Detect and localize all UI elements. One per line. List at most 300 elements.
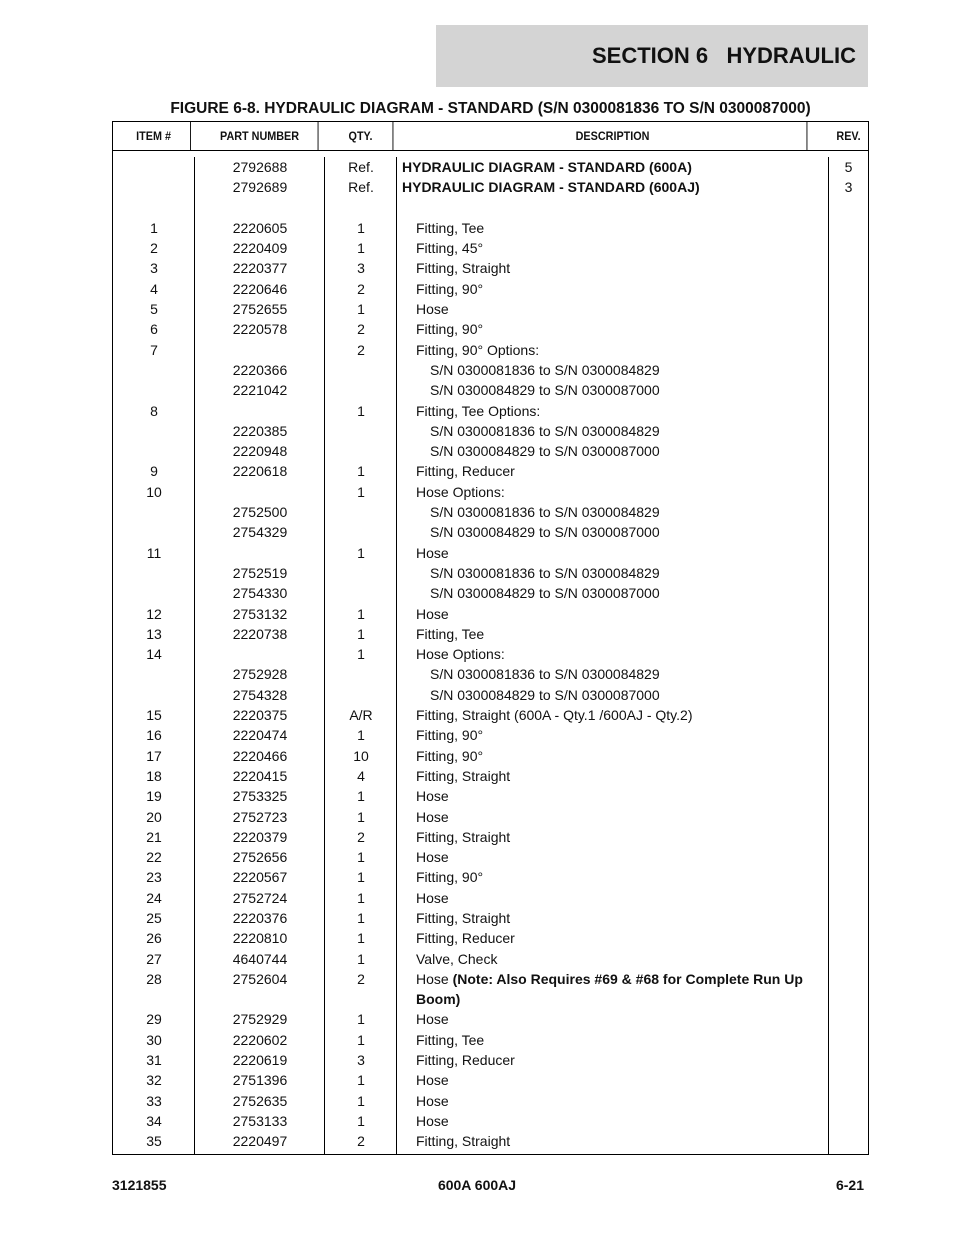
qty-cell: 1	[357, 646, 365, 663]
part-number-cell: 2751396	[232, 1072, 288, 1089]
item-number-cell	[113, 177, 195, 197]
item-number-cell: 4	[150, 280, 158, 297]
table-row	[113, 299, 868, 319]
table-row	[113, 746, 868, 766]
table-row	[113, 766, 868, 786]
rev-cell	[829, 1111, 868, 1131]
part-number-cell: 2752928	[232, 666, 288, 683]
figure-title: FIGURE 6-8. HYDRAULIC DIAGRAM - STANDARD (S/N 0300081836 TO S/N 0300087000)	[170, 100, 811, 117]
item-number-cell	[113, 522, 195, 542]
qty-cell: 10	[353, 747, 369, 764]
part-number-cell: 2752724	[232, 889, 288, 906]
qty-cell: 1	[357, 625, 365, 642]
table-row	[113, 908, 868, 928]
part-number-cell: 2220415	[232, 767, 288, 784]
table-row	[113, 1070, 868, 1090]
part-number-cell: 2220474	[232, 727, 288, 744]
rev-cell	[829, 664, 868, 684]
item-number-cell: 14	[146, 646, 162, 663]
description-cell: Fitting, Tee Options:	[416, 402, 541, 419]
qty-cell: 1	[357, 788, 365, 805]
table-body	[113, 157, 868, 1154]
item-number-cell: 11	[146, 544, 162, 561]
part-number-cell: 2752604	[232, 970, 288, 987]
part-number-cell: 2220619	[232, 1052, 288, 1069]
rev-cell	[829, 218, 868, 238]
item-number-cell: 5	[150, 301, 158, 318]
description-cell: Hose	[416, 1072, 449, 1089]
item-number-cell: 8	[150, 402, 158, 419]
rev-cell	[829, 644, 868, 664]
item-number-cell	[113, 563, 195, 583]
table-row	[113, 725, 868, 745]
table-row	[113, 705, 868, 725]
item-number-cell: 10	[146, 483, 162, 500]
rev-cell	[829, 867, 868, 887]
rev-cell	[829, 827, 868, 847]
rev-cell	[829, 928, 868, 948]
part-number-cell: 2220409	[232, 240, 288, 257]
qty-cell	[325, 421, 397, 441]
table-row	[113, 258, 868, 278]
table-row	[113, 664, 868, 684]
qty-cell: 3	[357, 260, 365, 277]
description-cell: Fitting, Reducer	[416, 930, 515, 947]
qty-cell: 1	[357, 219, 365, 236]
qty-cell: 1	[357, 849, 365, 866]
item-number-cell: 3	[150, 260, 158, 277]
item-number-cell: 18	[146, 767, 162, 784]
item-number-cell: 25	[146, 909, 162, 926]
rev-cell	[829, 705, 868, 725]
part-number-cell	[195, 401, 325, 421]
item-number-cell: 35	[146, 1133, 162, 1150]
description-cell: Fitting, 90°	[416, 280, 484, 297]
rev-cell	[829, 1131, 868, 1151]
item-number-cell	[113, 583, 195, 603]
item-number-cell: 30	[146, 1031, 162, 1048]
description-cell	[397, 969, 829, 1010]
item-number-cell: 26	[146, 930, 162, 947]
part-number-cell: 2220466	[232, 747, 288, 764]
description-cell: S/N 0300084829 to S/N 0300087000	[430, 524, 660, 541]
table-row	[113, 380, 868, 400]
item-number-cell: 34	[146, 1112, 162, 1129]
rev-cell	[829, 1009, 868, 1029]
description-cell: Hose	[416, 889, 449, 906]
part-number-cell: 2220385	[232, 422, 288, 439]
qty-cell: 1	[357, 808, 365, 825]
qty-cell	[325, 685, 397, 705]
qty-cell: Ref.	[348, 159, 374, 175]
rev-cell	[829, 847, 868, 867]
column-header-qty: QTY.	[329, 122, 394, 150]
rev-cell	[829, 421, 868, 441]
item-number-cell	[113, 664, 195, 684]
qty-cell	[325, 441, 397, 461]
description-cell: Hose	[416, 1112, 449, 1129]
qty-cell: 2	[357, 280, 365, 297]
rev-cell	[829, 198, 868, 218]
table-row	[113, 482, 868, 502]
rev-cell	[829, 1091, 868, 1111]
qty-cell: 1	[357, 463, 365, 480]
qty-cell	[325, 664, 397, 684]
table-row	[113, 279, 868, 299]
description-cell: Fitting, 90°	[416, 727, 484, 744]
description-cell: HYDRAULIC DIAGRAM - STANDARD (600A)	[402, 159, 692, 175]
part-number-cell: 2220646	[232, 280, 288, 297]
qty-cell	[325, 502, 397, 522]
table-row	[113, 1009, 868, 1029]
part-number-cell: 4640744	[232, 950, 288, 967]
item-number-cell: 22	[146, 849, 162, 866]
table-row	[113, 685, 868, 705]
part-number-cell: 2220738	[232, 625, 288, 642]
qty-cell: 1	[357, 930, 365, 947]
rev-cell	[829, 624, 868, 644]
part-number-cell: 2220375	[232, 707, 288, 724]
rev-cell	[829, 1070, 868, 1090]
table-row	[113, 583, 868, 603]
qty-cell	[325, 583, 397, 603]
rev-cell	[829, 238, 868, 258]
rev-cell	[829, 502, 868, 522]
rev-cell	[829, 482, 868, 502]
qty-cell: 1	[357, 1092, 365, 1109]
qty-cell: Ref.	[348, 179, 374, 196]
table-row	[113, 401, 868, 421]
qty-cell: 4	[357, 767, 365, 784]
footer-doc-number: 3121855	[112, 1177, 167, 1193]
table-row	[113, 441, 868, 461]
qty-cell: 2	[357, 321, 365, 338]
qty-cell: 1	[357, 950, 365, 967]
description-cell: Hose Options:	[416, 483, 505, 500]
table-header	[113, 122, 868, 151]
part-number-cell: 2752500	[232, 504, 288, 521]
table-row	[113, 644, 868, 664]
table-row	[113, 157, 868, 177]
part-number-cell: 2752635	[232, 1092, 288, 1109]
rev-cell	[829, 360, 868, 380]
description-text: Hose	[416, 970, 453, 987]
qty-cell: 1	[357, 1031, 365, 1048]
part-number-cell: 2752519	[232, 564, 288, 581]
description-cell: S/N 0300081836 to S/N 0300084829	[430, 504, 660, 521]
part-number-cell: 2220810	[232, 930, 288, 947]
table-row	[113, 360, 868, 380]
rev-cell	[829, 908, 868, 928]
rev-cell	[829, 319, 868, 339]
description-cell: Valve, Check	[416, 950, 498, 967]
table-row	[113, 624, 868, 644]
table-row	[113, 563, 868, 583]
item-number-cell: 6	[150, 321, 158, 338]
item-number-cell	[113, 502, 195, 522]
description-cell: Fitting, 90° Options:	[416, 341, 540, 358]
qty-cell: 1	[357, 727, 365, 744]
part-number-cell: 2220605	[232, 219, 288, 236]
qty-cell	[325, 563, 397, 583]
table-row	[113, 421, 868, 441]
item-number-cell: 12	[146, 605, 162, 622]
table-row	[113, 218, 868, 238]
description-cell: Fitting, 45°	[416, 240, 484, 257]
description-cell: Fitting, Reducer	[416, 1052, 515, 1069]
part-number-cell: 2752655	[232, 301, 288, 318]
qty-cell	[325, 380, 397, 400]
description-cell: S/N 0300084829 to S/N 0300087000	[430, 686, 660, 703]
item-number-cell	[113, 685, 195, 705]
description-cell: Fitting, Straight (600A - Qty.1 /600AJ - Qty.2)	[416, 707, 693, 724]
part-number-cell: 2792688	[232, 159, 288, 175]
description-cell: S/N 0300084829 to S/N 0300087000	[430, 443, 660, 460]
part-number-cell: 2220578	[232, 321, 288, 338]
description-cell: Hose	[416, 301, 449, 318]
table-row	[113, 1050, 868, 1070]
item-number-cell: 17	[146, 747, 162, 764]
qty-cell	[325, 360, 397, 380]
rev-cell	[829, 888, 868, 908]
rev-cell	[829, 786, 868, 806]
part-number-cell: 2792689	[232, 179, 288, 196]
part-number-cell: 2220376	[232, 909, 288, 926]
description-cell: Fitting, Straight	[416, 767, 511, 784]
table-row	[113, 807, 868, 827]
rev-cell	[829, 441, 868, 461]
item-number-cell: 28	[146, 970, 162, 987]
table-row	[113, 502, 868, 522]
item-number-cell: 15	[146, 707, 162, 724]
section-title: SECTION 6 HYDRAULIC	[591, 43, 856, 68]
description-cell: Hose	[416, 1092, 449, 1109]
rev-cell	[829, 685, 868, 705]
part-number-cell: 2752723	[232, 808, 288, 825]
rev-cell	[829, 522, 868, 542]
footer-page-number: 6-21	[835, 1177, 864, 1193]
part-number-cell: 2754330	[232, 585, 288, 602]
qty-cell: 2	[357, 970, 365, 987]
rev-cell	[829, 543, 868, 563]
description-cell: Fitting, Straight	[416, 909, 511, 926]
part-number-cell	[195, 340, 325, 360]
table-row	[113, 949, 868, 969]
qty-cell: 2	[357, 341, 365, 358]
description-cell: S/N 0300081836 to S/N 0300084829	[430, 666, 660, 683]
part-number-cell: 2220567	[232, 869, 288, 886]
description-cell: S/N 0300081836 to S/N 0300084829	[430, 564, 660, 581]
rev-cell	[829, 299, 868, 319]
table-row	[113, 867, 868, 887]
qty-cell: 1	[357, 402, 365, 419]
item-number-cell: 33	[146, 1092, 162, 1109]
description-cell: Hose	[416, 605, 449, 622]
table-row	[113, 888, 868, 908]
part-number-cell	[195, 543, 325, 563]
part-number-cell	[195, 198, 325, 218]
item-number-cell	[113, 421, 195, 441]
item-number-cell	[113, 360, 195, 380]
item-number-cell: 29	[146, 1011, 162, 1028]
item-number-cell: 9	[150, 463, 158, 480]
part-number-cell: 2753325	[232, 788, 288, 805]
rev-cell	[829, 583, 868, 603]
description-cell: Hose	[416, 808, 449, 825]
qty-cell: 3	[357, 1052, 365, 1069]
qty-cell: 1	[357, 240, 365, 257]
table-row	[113, 827, 868, 847]
part-number-cell: 2752656	[232, 849, 288, 866]
table-row	[113, 1131, 868, 1151]
description-cell: Fitting, Straight	[416, 828, 511, 845]
item-number-cell: 24	[146, 889, 162, 906]
description-cell: HYDRAULIC DIAGRAM - STANDARD (600AJ)	[402, 179, 700, 196]
item-number-cell: 13	[146, 625, 162, 642]
qty-cell: 1	[357, 1072, 365, 1089]
table-row	[113, 340, 868, 360]
qty-cell: 1	[357, 605, 365, 622]
rev-cell	[829, 258, 868, 278]
section-header	[436, 25, 868, 87]
qty-cell: 1	[357, 544, 365, 561]
qty-cell: 2	[357, 828, 365, 845]
item-number-cell: 20	[146, 808, 162, 825]
description-note: (Note: Also Requires #69 & #68 for Complete Run Up Boom)	[416, 970, 803, 1008]
description-cell: Fitting, Tee	[416, 219, 485, 236]
table-row	[113, 198, 868, 218]
item-number-cell: 2	[150, 240, 158, 257]
table-row	[113, 969, 868, 1010]
description-cell: Hose	[416, 788, 449, 805]
description-cell: S/N 0300084829 to S/N 0300087000	[430, 585, 660, 602]
qty-cell: 1	[357, 869, 365, 886]
table-row	[113, 786, 868, 806]
rev-cell	[829, 604, 868, 624]
item-number-cell: 27	[146, 950, 162, 967]
rev-cell	[829, 746, 868, 766]
part-number-cell: 2220948	[232, 443, 288, 460]
description-cell: Hose	[416, 544, 449, 561]
item-number-cell: 21	[146, 828, 162, 845]
part-number-cell	[195, 482, 325, 502]
footer-model: 600A 600AJ	[437, 1177, 517, 1193]
part-number-cell: 2220379	[232, 828, 288, 845]
table-row	[113, 604, 868, 624]
qty-cell: A/R	[349, 707, 373, 724]
table-row	[113, 928, 868, 948]
rev-cell	[829, 766, 868, 786]
item-number-cell	[113, 441, 195, 461]
column-header-rev: REV.	[836, 129, 861, 143]
qty-cell: 1	[357, 889, 365, 906]
item-number-cell: 7	[150, 341, 158, 358]
qty-cell: 1	[357, 909, 365, 926]
description-cell: S/N 0300081836 to S/N 0300084829	[430, 422, 660, 439]
item-number-cell	[113, 157, 195, 177]
table-row	[113, 522, 868, 542]
part-number-cell: 2220366	[232, 361, 288, 378]
item-number-cell: 23	[146, 869, 162, 886]
description-cell: Fitting, Tee	[416, 625, 485, 642]
rev-cell	[829, 401, 868, 421]
rev-cell	[829, 279, 868, 299]
description-cell: S/N 0300081836 to S/N 0300084829	[430, 361, 660, 378]
part-number-cell	[195, 644, 325, 664]
rev-cell	[829, 725, 868, 745]
rev-cell	[829, 1050, 868, 1070]
description-cell: Fitting, 90°	[416, 321, 484, 338]
description-cell: S/N 0300084829 to S/N 0300087000	[430, 382, 660, 399]
description-cell: Hose	[416, 849, 449, 866]
item-number-cell: 32	[146, 1072, 162, 1089]
part-number-cell: 2221042	[232, 382, 288, 399]
part-number-cell: 2753133	[232, 1112, 288, 1129]
part-number-cell: 2754329	[232, 524, 288, 541]
table-row	[113, 461, 868, 481]
description-cell	[397, 198, 829, 218]
rev-cell	[829, 461, 868, 481]
qty-cell: 2	[357, 1133, 365, 1150]
rev-cell: 5	[844, 159, 853, 175]
column-header-item: ITEM #	[117, 122, 191, 150]
qty-cell: 1	[357, 483, 365, 500]
qty-cell: 1	[357, 1112, 365, 1129]
rev-cell	[829, 1030, 868, 1050]
description-cell: Fitting, Tee	[416, 1031, 485, 1048]
description-cell: Fitting, 90°	[416, 747, 484, 764]
qty-cell: 1	[357, 1011, 365, 1028]
rev-cell	[829, 949, 868, 969]
rev-cell	[829, 807, 868, 827]
column-header-description: DESCRIPTION	[419, 122, 808, 150]
table-row	[113, 177, 868, 197]
item-number-cell	[113, 380, 195, 400]
part-number-cell: 2754328	[232, 686, 288, 703]
rev-cell: 3	[844, 179, 853, 196]
part-number-cell: 2220618	[232, 463, 288, 480]
item-number-cell: 16	[146, 727, 162, 744]
rev-cell	[829, 340, 868, 360]
qty-cell	[325, 522, 397, 542]
item-number-cell: 1	[150, 219, 158, 236]
item-number-cell: 19	[146, 788, 162, 805]
table-row	[113, 238, 868, 258]
part-number-cell: 2753132	[232, 605, 288, 622]
rev-cell	[829, 563, 868, 583]
description-cell: Fitting, Reducer	[416, 463, 515, 480]
item-number-cell: 31	[146, 1052, 162, 1069]
table-row	[113, 319, 868, 339]
description-cell: Fitting, 90°	[416, 869, 484, 886]
qty-cell: 1	[357, 301, 365, 318]
qty-cell	[325, 198, 397, 218]
rev-cell	[829, 380, 868, 400]
part-number-cell: 2220377	[232, 260, 288, 277]
table-row	[113, 1030, 868, 1050]
table-row	[113, 1111, 868, 1131]
table-row	[113, 543, 868, 563]
description-cell: Fitting, Straight	[416, 1133, 511, 1150]
description-cell: Hose	[416, 1011, 449, 1028]
rev-cell	[829, 969, 868, 1010]
table-row	[113, 847, 868, 867]
item-number-cell	[113, 198, 195, 218]
column-header-part-number: PART NUMBER	[202, 122, 319, 150]
parts-table	[112, 121, 869, 1155]
description-cell: Hose Options:	[416, 646, 505, 663]
part-number-cell: 2220602	[232, 1031, 288, 1048]
